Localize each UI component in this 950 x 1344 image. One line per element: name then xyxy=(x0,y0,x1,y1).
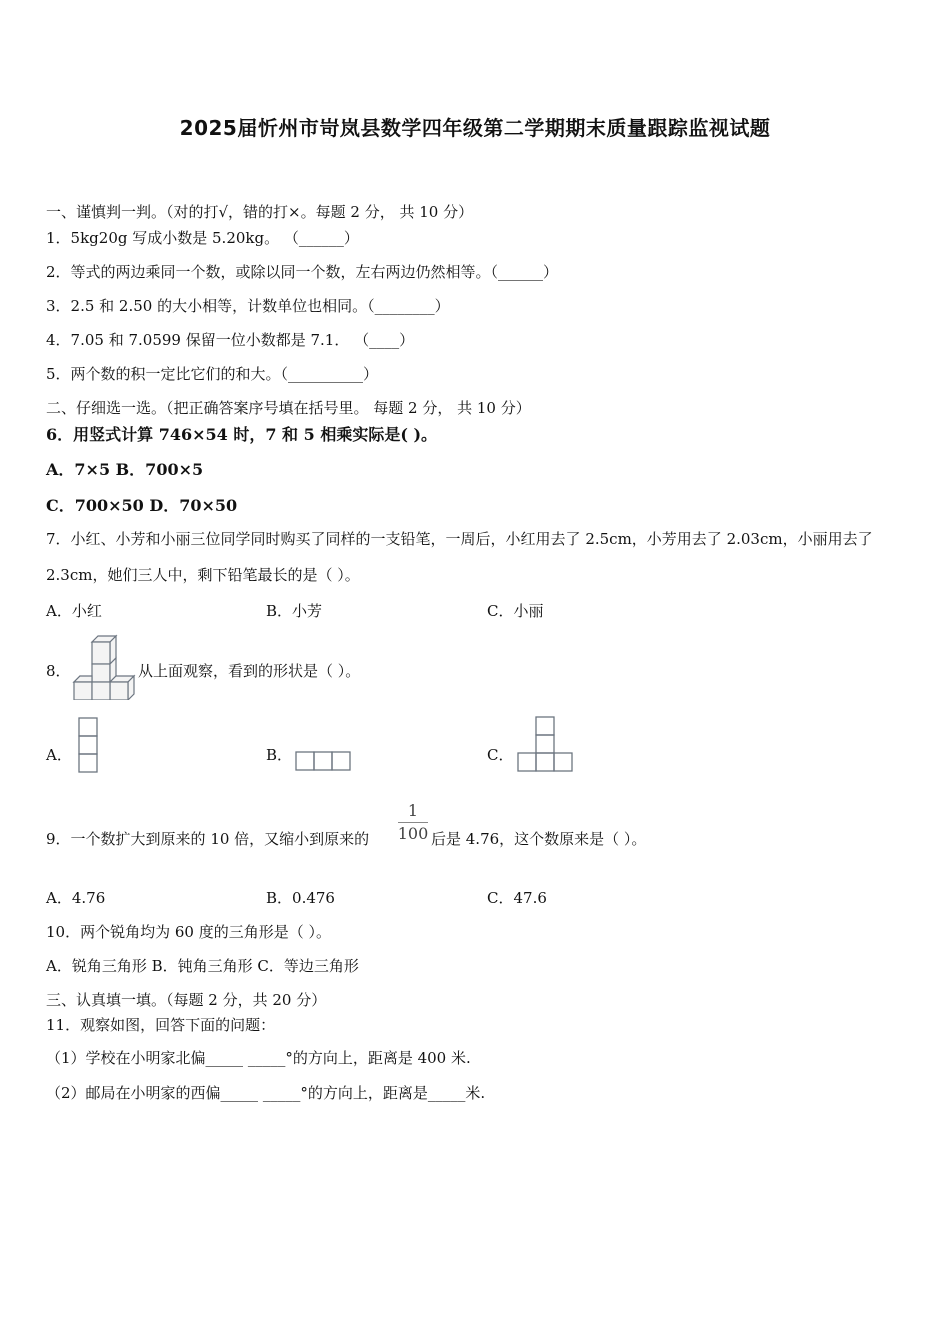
question-9-option-b: B．0.476 xyxy=(266,889,335,907)
question-7-option-b: B．小芳 xyxy=(266,602,323,620)
question-9-text-before: 9．一个数扩大到原来的 10 倍，又缩小到原来的 xyxy=(46,830,370,848)
question-2: 2．等式的两边乘同一个数，或除以同一个数，左右两边仍然相等。（______） xyxy=(46,263,559,281)
question-6: 6．用竖式计算 746×54 时，7 和 5 相乘实际是( )。 xyxy=(46,425,438,444)
fraction-numerator: 1 xyxy=(407,801,419,820)
section-3-header: 三、认真填一填。（每题 2 分，共 20 分） xyxy=(46,991,327,1009)
question-5: 5．两个数的积一定比它们的和大。（__________） xyxy=(46,365,379,383)
section-1-header: 一、谨慎判一判。（对的打√，错的打×。每题 2 分， 共 10 分） xyxy=(46,203,474,221)
question-7-option-c: C．小丽 xyxy=(487,602,544,620)
question-8-number: 8． xyxy=(46,662,71,680)
question-7-option-a: A．小红 xyxy=(46,602,102,620)
question-9-option-a: A．4.76 xyxy=(46,889,106,907)
page-title: 2025届忻州市岢岚县数学四年级第二学期期末质量跟踪监视试题 xyxy=(179,116,771,140)
question-6-options-cd: C．700×50 D．70×50 xyxy=(46,496,238,515)
option-a-vertical-squares-figure xyxy=(78,717,100,775)
section-2-header: 二、仔细选一选。（把正确答案序号填在括号里。 每题 2 分， 共 10 分） xyxy=(46,399,531,417)
question-7: 7．小红、小芳和小丽三位同学同时购买了同样的一支铅笔，一周后，小红用去了 2.5cm，小芳用去了 2.03cm，小丽用去了 2.3cm，她们三人中，剩下铅笔最长的是（ ）。 xyxy=(46,530,873,584)
question-8-option-a: A． xyxy=(46,746,72,764)
question-8-option-c: C． xyxy=(487,746,514,764)
question-10-options: A．锐角三角形 B．钝角三角形 C．等边三角形 xyxy=(46,957,359,975)
question-8-text: 从上面观察，看到的形状是（ ）。 xyxy=(138,662,361,680)
question-11: 11．观察如图，回答下面的问题： xyxy=(46,1016,276,1034)
question-8-option-b: B． xyxy=(266,746,293,764)
question-6-options-ab: A．7×5 B．700×5 xyxy=(46,460,204,479)
question-11-part-2: （2）邮局在小明家的西偏_____ _____°的方向上，距离是_____米. xyxy=(46,1084,486,1102)
question-9-text-after: 后是 4.76，这个数原来是（ ）。 xyxy=(431,830,647,848)
question-4: 4．7.05 和 7.0599 保留一位小数都是 7.1． （____） xyxy=(46,331,415,349)
fraction-denominator: 100 xyxy=(397,824,429,843)
cube-stack-figure xyxy=(70,634,138,700)
option-b-horizontal-squares-figure xyxy=(295,751,355,773)
fraction-bar xyxy=(398,822,428,823)
question-1: 1．5kg20g 写成小数是 5.20kg。 （______） xyxy=(46,229,359,247)
question-9-option-c: C．47.6 xyxy=(487,889,547,907)
question-3: 3．2.5 和 2.50 的大小相等，计数单位也相同。（________） xyxy=(46,297,450,315)
question-11-part-1: （1）学校在小明家北偏_____ _____°的方向上，距离是 400 米. xyxy=(46,1049,471,1067)
option-c-t-shape-squares-figure xyxy=(517,716,575,776)
question-10: 10．两个锐角均为 60 度的三角形是（ ）。 xyxy=(46,923,331,941)
fraction-one-hundredth xyxy=(396,801,430,844)
